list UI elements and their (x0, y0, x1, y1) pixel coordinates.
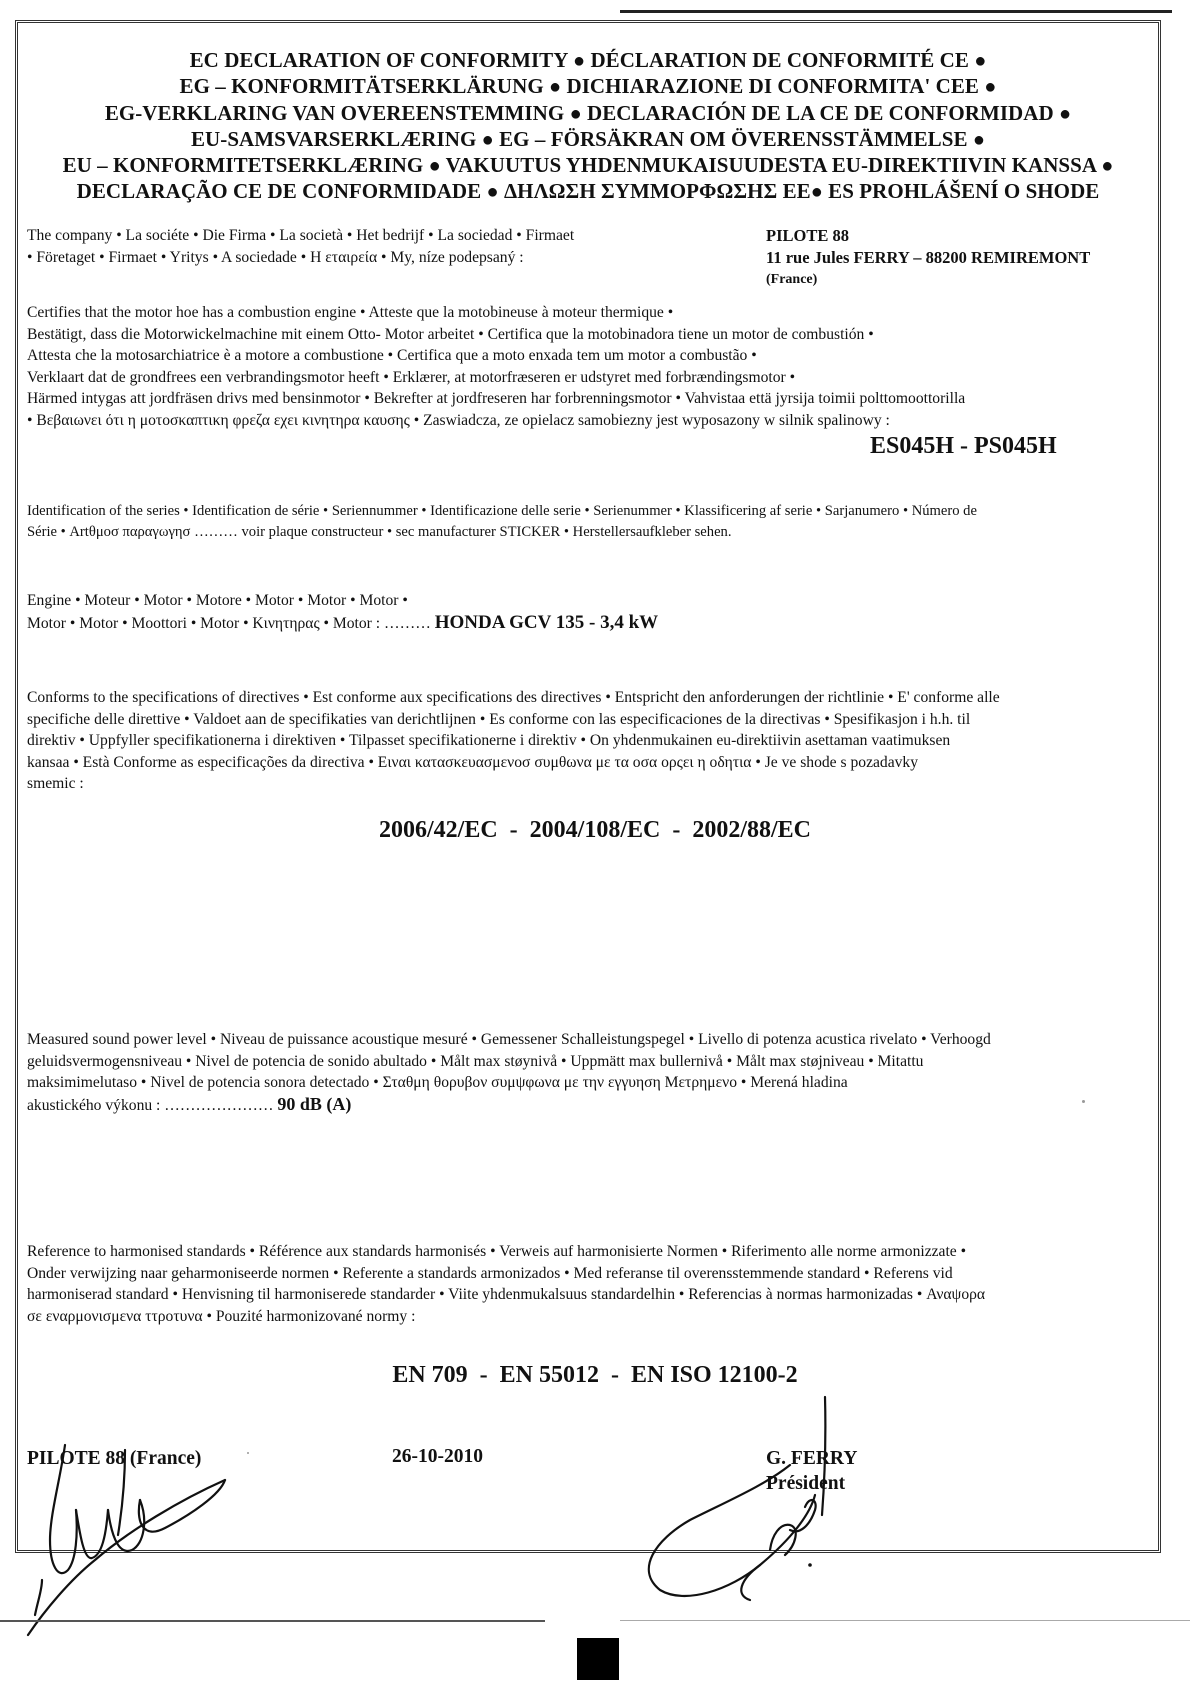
sound-line: Measured sound power level • Niveau de puissance acoustique mesuré • Gemessener Schalleistungspegel • Livello di potenza acustica rivelato • Verhoogd (27, 1031, 991, 1048)
heading-text: VAKUUTUS YHDENMUKAISUUDESTA EU-DIREKTIIVIN KANSSA (445, 153, 1096, 178)
sound-label: akustického výkonu : ………………… (27, 1096, 274, 1114)
heading-text: EC DECLARATION OF CONFORMITY (189, 48, 568, 72)
scan-speck (1082, 1100, 1085, 1103)
standards-list: EN 709 - EN 55012 - EN ISO 12100-2 (392, 1362, 798, 1388)
reference-line: Onder verwijzing naar geharmoniseerde normen • Referente a standards armonizados • Med referanse til overensstemmende standard • Referens vid (27, 1264, 953, 1282)
heading-text: EU-SAMSVARSERKLÆRING (191, 126, 477, 151)
reference-line: harmoniserad standard • Henvisning til harmoniserede standarder • Viite yhdenmukalsuus standardelhin • Referencias à normas harmonizadas • Αναψορα (27, 1286, 986, 1303)
sound-line (27, 1094, 1147, 1117)
conforms-line: Conforms to the specifications of directives • Est conforme aux specifications des directives • Entspricht den anforderungen der richtlinie • E' conforme alle (27, 689, 1000, 706)
identification-line: Série • Αrtθμοσ παραγωγησ ……… voir plaque constructeur • sec manufacturer STICKER • Herstellersaufkleber sehen. (27, 524, 732, 540)
model-number: ES045H - PS045H (870, 433, 1057, 459)
page-marker-square (577, 1638, 619, 1680)
company-label (27, 225, 747, 268)
heading-text: DÉCLARATION DE CONFORMITÉ CE (590, 48, 969, 72)
engine-line: Engine • Moteur • Motor • Motore • Motor • Motor • Motor • (27, 592, 408, 609)
heading-text: EG – KONFORMITÄTSERKLÄRUNG (179, 74, 544, 99)
company-address-block (766, 225, 1166, 291)
left-signature (20, 1440, 240, 1640)
signatory-title: Président (766, 1473, 846, 1494)
company-label-line: The company • La sociéte • Die Firma • La società • Het bedrijf • La sociedad • Firmaet (27, 227, 575, 244)
heading-text: ΔΗΛΩΣΗ ΣΥΜΜΟΡΦΩΣΗΣ ΕΕ (503, 179, 811, 204)
company-address: 11 rue Jules FERRY – 88200 REMIREMONT (766, 248, 1091, 267)
signatory-name: G. FERRY (766, 1448, 858, 1469)
conforms-line: direktiv • Uppfyller specifikationerna i direktiven • Tilpasset specifikationerne i direktiv • On yhdenmukainen eu-direktiivin asettaman vaatimuksen (27, 732, 951, 749)
signature-company: PILOTE 88 (France) (27, 1448, 202, 1469)
certifies-line: Attesta che la motosarchiatrice è a motore a combustione • Certifica que a moto enxada tem um motor a combustão • (27, 347, 757, 364)
company-name: PILOTE 88 (766, 226, 849, 245)
heading-text: EU – KONFORMITETSERKLÆRING (62, 153, 424, 178)
heading-line: EG-VERKLARING VAN OVEREENSTEMMING ● DECLARACIÓN DE LA CE DE CONFORMIDAD ● (104, 100, 1072, 125)
heading-text: DECLARACIÓN DE LA CE DE CONFORMIDAD (587, 100, 1054, 125)
heading-text: EG-VERKLARING VAN OVEREENSTEMMING (104, 100, 565, 125)
sound-paragraph (27, 1029, 1147, 1116)
heading-text: EG – FÖRSÄKRAN OM ÖVERENSSTÄMMELSE (499, 126, 968, 151)
heading-line: EU-SAMSVARSERKLÆRING ● EG – FÖRSÄKRAN OM ÖVERENSSTÄMMELSE ● (191, 126, 985, 151)
engine-value: HONDA GCV 135 - 3,4 kW (434, 611, 659, 633)
conforms-line: smemic : (27, 775, 84, 792)
directives-list: 2006/42/EC - 2004/108/EC - 2002/88/EC (378, 817, 811, 843)
heading-text: DECLARAÇÃO CE DE CONFORMIDADE (76, 179, 482, 204)
conforms-line: specifiche delle direttive • Valdoet aan de specifikaties van derichtlijnen • Es conforme con las especificaciones de la directivas • Spesifikasjon i h.h. til (27, 710, 971, 728)
heading-line: EU – KONFORMITETSERKLÆRING ● VAKUUTUS YHDENMUKAISUUDESTA EU-DIREKTIIVIN KANSSA ● (62, 153, 1114, 178)
certifies-line: Härmed intygas att jordfräsen drivs med bensinmotor • Bekrefter at jordfreseren har forbrenningsmotor • Vahvistaa että jyrsija toimii polttomoottorilla (27, 390, 966, 407)
certifies-line: Verklaart dat de grondfrees een verbrandingsmotor heeft • Erklærer, at motorfræseren er udstyret med forbrændingsmotor • (27, 368, 796, 386)
conforms-line: kansaa • Està Conforme as especificações da directiva • Ειναι κατασκευασμενοσ συμθωνα με τα οσα ορςει η οδητια • Je ve shode s pozadavky (27, 753, 919, 771)
heading-line: EG – KONFORMITÄTSERKLÄRUNG ● DICHIARAZIONE DI CONFORMITA' CEE ● (179, 74, 997, 99)
signature-date: 26-10-2010 (392, 1446, 483, 1467)
company-country: (France) (766, 272, 818, 287)
footer-rule (620, 1620, 1190, 1621)
engine-label: Motor • Motor • Moottori • Motor • Κινητηρας • Motor : ……… (27, 614, 431, 632)
engine-paragraph (27, 590, 1147, 634)
certifies-line: Bestätigt, dass die Motorwickelmachine mit einem Otto- Motor arbeitet • Certifica que la motobinadora tiene un motor de combustión • (27, 325, 874, 343)
sound-line: maksimimelutaso • Nivel de potencia sonora detectado • Σταθμη θορυβον συμψφωνα με την εγγυηση Μετρημενο • Merená hladina (27, 1074, 848, 1091)
sound-line: geluidsvermogensniveau • Nivel de potencia de sonido abultado • Målt max støynivå • Uppmätt max bullernivå • Målt max støjniveau • Mitattu (27, 1052, 924, 1070)
engine-line (27, 612, 1147, 635)
heading-text: ES PROHLÁŠENÍ O SHODE (828, 179, 1100, 204)
scan-speck (247, 1452, 249, 1454)
certifies-paragraph (27, 302, 1147, 431)
top-rule (620, 10, 1172, 13)
reference-line: Reference to harmonised standards • Référence aux standards harmonisés • Verweis auf harmonisierte Normen • Riferimento alle norme armonizzate • (27, 1243, 967, 1260)
company-label-line: • Företaget • Firmaet • Yritys • A sociedade • Η εταιρεία • My, níze podepsaný : (27, 248, 524, 266)
identification-paragraph (27, 501, 1147, 543)
certifies-line: • Βεβαιωνει ότι η μοτοσκαπτικη φρεζα εχει κινητηρα καυσης • Zaswiadcza, ze opielacz samobiezny jest wyposazony w silnik spalinowy : (27, 411, 890, 429)
footer-rule (0, 1620, 545, 1622)
declaration-heading (20, 48, 1156, 206)
identification-line: Identification of the series • Identification de série • Seriennummer • Identificazione delle serie • Serienummer • Klassificering af serie • Sarjanumero • Número de (27, 503, 977, 519)
sound-value: 90 dB (A) (277, 1093, 352, 1114)
heading-line: DECLARAÇÃO CE DE CONFORMIDADE ● ΔΗΛΩΣΗ ΣΥΜΜΟΡΦΩΣΗΣ ΕΕ● ES PROHLÁŠENÍ O SHODE (76, 179, 1100, 204)
right-signature (640, 1395, 910, 1610)
reference-line: σε εναρμονισμενα ττροτυνα • Pouzité harmonizované normy : (27, 1307, 416, 1325)
certifies-line: Certifies that the motor hoe has a combustion engine • Atteste que la motobineuse à moteur thermique • (27, 304, 674, 321)
ink-dot (808, 1563, 812, 1567)
conforms-paragraph (27, 687, 1147, 795)
reference-paragraph (27, 1241, 1147, 1327)
heading-line: EC DECLARATION OF CONFORMITY ● DÉCLARATION DE CONFORMITÉ CE ● (189, 48, 987, 72)
heading-text: DICHIARAZIONE DI CONFORMITA' CEE (566, 74, 979, 99)
